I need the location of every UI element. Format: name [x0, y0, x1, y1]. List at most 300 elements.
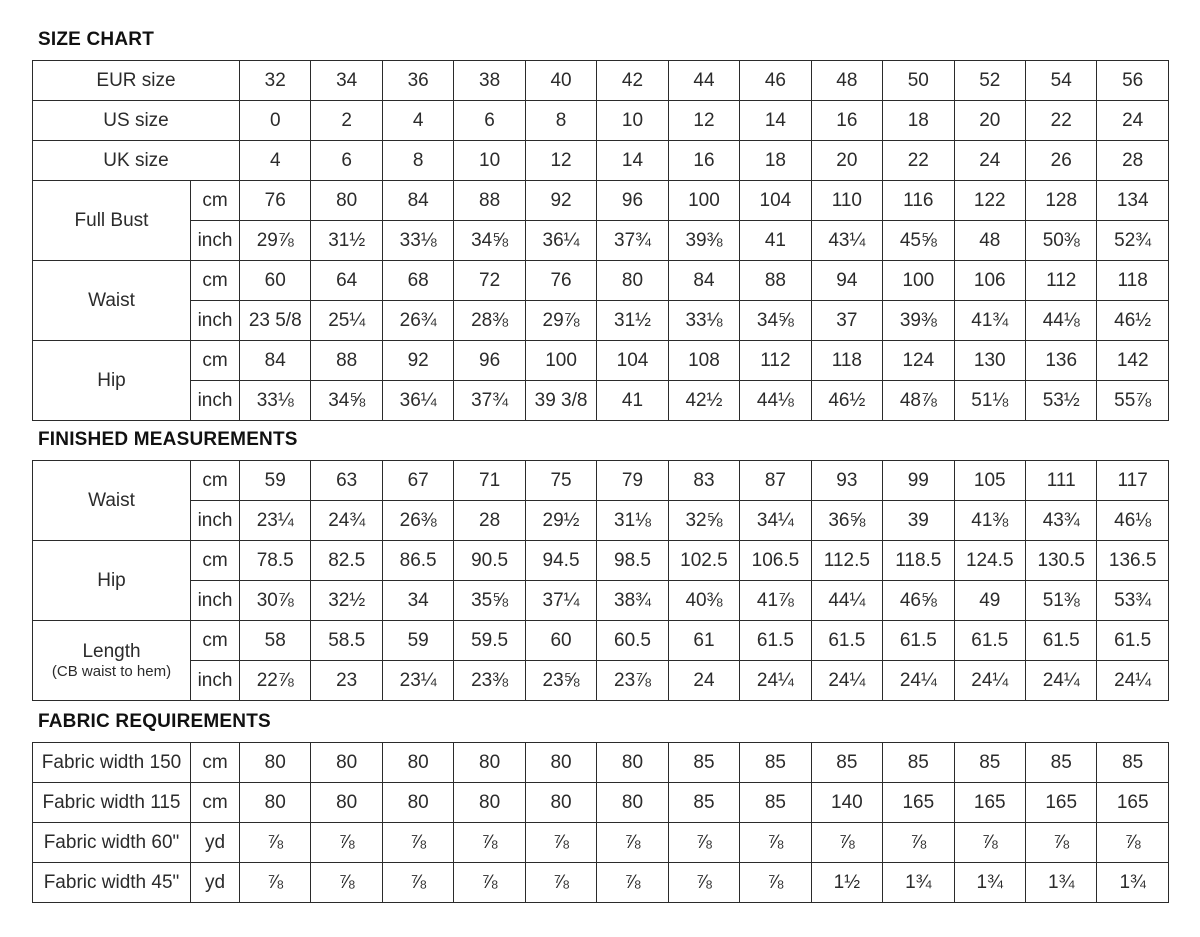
finished-value: 59.5: [454, 621, 525, 661]
fabric-value: ⅞: [240, 863, 311, 903]
finished-value: 112.5: [811, 541, 882, 581]
finished-value: 94.5: [525, 541, 596, 581]
finished-value: 71: [454, 461, 525, 501]
finished-value: 59: [382, 621, 453, 661]
measurement-value: 44⅛: [740, 381, 811, 421]
fabric-value: 80: [311, 743, 382, 783]
measurement-value: 68: [382, 261, 453, 301]
finished-value: 24¾: [311, 501, 382, 541]
finished-value: 41⅞: [740, 581, 811, 621]
fabric-value: 85: [668, 743, 739, 783]
fabric-value: ⅞: [454, 823, 525, 863]
finished-value: 44¼: [811, 581, 882, 621]
fabric-value: ⅞: [668, 863, 739, 903]
fabric-value: 85: [811, 743, 882, 783]
measurement-value: 26¾: [382, 301, 453, 341]
size-value: 54: [1025, 61, 1096, 101]
finished-value: 87: [740, 461, 811, 501]
size-value: 52: [954, 61, 1025, 101]
finished-value: 61.5: [1025, 621, 1096, 661]
finished-value: 31⅛: [597, 501, 668, 541]
measurement-value: 41¾: [954, 301, 1025, 341]
measurement-value: 100: [525, 341, 596, 381]
measurement-value: 76: [240, 181, 311, 221]
unit-label: inch: [191, 301, 240, 341]
fabric-value: 85: [740, 783, 811, 823]
measurement-value: 48⅞: [883, 381, 954, 421]
finished-value: 124.5: [954, 541, 1025, 581]
measurement-value: 53½: [1025, 381, 1096, 421]
finished-value: 28: [454, 501, 525, 541]
measurement-value: 42½: [668, 381, 739, 421]
fabric-value: 1¾: [883, 863, 954, 903]
fabric-value: 80: [240, 783, 311, 823]
unit-label: inch: [191, 501, 240, 541]
measurement-value: 37¾: [597, 221, 668, 261]
unit-label: cm: [191, 181, 240, 221]
size-value: 26: [1025, 141, 1096, 181]
finished-value: 102.5: [668, 541, 739, 581]
size-row-label: US size: [33, 101, 240, 141]
size-value: 32: [240, 61, 311, 101]
finished-label: [33, 541, 191, 621]
measurement-value: 31½: [311, 221, 382, 261]
measurement-value: 118: [1097, 261, 1168, 301]
measurement-value: 72: [454, 261, 525, 301]
measurement-label: Hip: [33, 341, 191, 421]
size-value: 8: [525, 101, 596, 141]
finished-value: 22⅞: [240, 661, 311, 701]
size-value: 22: [883, 141, 954, 181]
size-value: 6: [454, 101, 525, 141]
size-chart-table: [32, 60, 1169, 421]
measurement-value: 112: [740, 341, 811, 381]
finished-label: [33, 461, 191, 541]
measurement-label: Waist: [33, 261, 191, 341]
measurement-value: 130: [954, 341, 1025, 381]
finished-value: 24¼: [954, 661, 1025, 701]
measurement-value: 88: [311, 341, 382, 381]
fabric-value: 85: [1097, 743, 1168, 783]
finished-value: 61.5: [811, 621, 882, 661]
measurement-value: 100: [668, 181, 739, 221]
finished-value: 67: [382, 461, 453, 501]
measurement-value: 37¾: [454, 381, 525, 421]
size-value: 4: [382, 101, 453, 141]
finished-value: 39: [883, 501, 954, 541]
finished-value: 93: [811, 461, 882, 501]
measurement-value: 41: [740, 221, 811, 261]
finished-value: 111: [1025, 461, 1096, 501]
measurement-value: 39⅜: [668, 221, 739, 261]
measurement-value: 29⅞: [525, 301, 596, 341]
measurement-value: 34⅝: [454, 221, 525, 261]
fabric-value: 80: [525, 743, 596, 783]
finished-value: 86.5: [382, 541, 453, 581]
measurement-row: [33, 381, 1169, 421]
finished-row: [33, 581, 1169, 621]
measurement-value: 51⅛: [954, 381, 1025, 421]
finished-measurements-title: FINISHED MEASUREMENTS: [38, 429, 298, 450]
fabric-value: 165: [1025, 783, 1096, 823]
finished-value: 130.5: [1025, 541, 1096, 581]
finished-measurements-table: [32, 460, 1169, 701]
finished-value: 30⅞: [240, 581, 311, 621]
size-value: 10: [597, 101, 668, 141]
measurement-value: 45⅝: [883, 221, 954, 261]
measurement-value: 55⅞: [1097, 381, 1168, 421]
finished-value: 24¼: [883, 661, 954, 701]
fabric-value: ⅞: [454, 863, 525, 903]
fabric-value: 1¾: [954, 863, 1025, 903]
unit-label: cm: [191, 461, 240, 501]
measurement-value: 104: [740, 181, 811, 221]
finished-value: 90.5: [454, 541, 525, 581]
size-value: 48: [811, 61, 882, 101]
measurement-value: 76: [525, 261, 596, 301]
finished-value: 105: [954, 461, 1025, 501]
finished-value: 61.5: [740, 621, 811, 661]
measurement-value: 134: [1097, 181, 1168, 221]
measurement-value: 43¼: [811, 221, 882, 261]
finished-value: 61.5: [1097, 621, 1168, 661]
measurement-value: 106: [954, 261, 1025, 301]
fabric-value: 85: [883, 743, 954, 783]
finished-value: 23⅜: [454, 661, 525, 701]
measurement-value: 108: [668, 341, 739, 381]
fabric-value: 85: [668, 783, 739, 823]
unit-label: inch: [191, 221, 240, 261]
finished-value: 117: [1097, 461, 1168, 501]
size-value: 14: [597, 141, 668, 181]
measurement-value: 110: [811, 181, 882, 221]
fabric-value: ⅞: [597, 823, 668, 863]
measurement-value: 28⅜: [454, 301, 525, 341]
unit-label: cm: [191, 341, 240, 381]
size-row: [33, 141, 1169, 181]
fabric-width-label: Fabric width 60": [33, 823, 191, 863]
fabric-width-label: Fabric width 45": [33, 863, 191, 903]
finished-label-text: Waist: [88, 489, 135, 511]
measurement-row: [33, 221, 1169, 261]
finished-value: 61.5: [883, 621, 954, 661]
fabric-width-label: Fabric width 150: [33, 743, 191, 783]
finished-value: 35⅝: [454, 581, 525, 621]
size-row-label: UK size: [33, 141, 240, 181]
measurement-value: 88: [454, 181, 525, 221]
measurement-value: 36¼: [525, 221, 596, 261]
finished-sublabel-text: (CB waist to hem): [51, 663, 172, 680]
fabric-value: 85: [740, 743, 811, 783]
fabric-value: ⅞: [1025, 823, 1096, 863]
finished-row: [33, 541, 1169, 581]
measurement-value: 34⅝: [740, 301, 811, 341]
finished-value: 34: [382, 581, 453, 621]
finished-value: 61: [668, 621, 739, 661]
size-value: 16: [668, 141, 739, 181]
size-row-label: EUR size: [33, 61, 240, 101]
measurement-value: 116: [883, 181, 954, 221]
fabric-value: ⅞: [525, 823, 596, 863]
finished-value: 24: [668, 661, 739, 701]
finished-value: 37¼: [525, 581, 596, 621]
measurement-value: 80: [311, 181, 382, 221]
fabric-value: 80: [454, 743, 525, 783]
size-value: 40: [525, 61, 596, 101]
measurement-value: 88: [740, 261, 811, 301]
fabric-value: 80: [525, 783, 596, 823]
finished-label: [33, 621, 191, 701]
finished-label-text: Length: [82, 641, 141, 662]
measurement-value: 80: [597, 261, 668, 301]
measurement-value: 96: [597, 181, 668, 221]
fabric-value: 80: [597, 783, 668, 823]
size-row: [33, 61, 1169, 101]
measurement-value: 29⅞: [240, 221, 311, 261]
size-value: 18: [883, 101, 954, 141]
finished-row: [33, 621, 1169, 661]
finished-value: 23⅞: [597, 661, 668, 701]
measurement-value: 46½: [811, 381, 882, 421]
unit-label: cm: [191, 783, 240, 823]
size-value: 18: [740, 141, 811, 181]
fabric-value: ⅞: [525, 863, 596, 903]
measurement-value: 94: [811, 261, 882, 301]
finished-value: 24¼: [1025, 661, 1096, 701]
finished-value: 78.5: [240, 541, 311, 581]
finished-value: 24¼: [740, 661, 811, 701]
size-value: 28: [1097, 141, 1168, 181]
finished-value: 43¾: [1025, 501, 1096, 541]
finished-value: 75: [525, 461, 596, 501]
measurement-value: 25¼: [311, 301, 382, 341]
measurement-value: 33⅛: [240, 381, 311, 421]
unit-label: inch: [191, 661, 240, 701]
fabric-value: 1¾: [1025, 863, 1096, 903]
measurement-value: 46½: [1097, 301, 1168, 341]
measurement-value: 104: [597, 341, 668, 381]
fabric-value: ⅞: [668, 823, 739, 863]
size-value: 12: [668, 101, 739, 141]
fabric-value: ⅞: [597, 863, 668, 903]
finished-value: 60.5: [597, 621, 668, 661]
size-value: 44: [668, 61, 739, 101]
measurement-value: 36¼: [382, 381, 453, 421]
fabric-value: ⅞: [954, 823, 1025, 863]
finished-value: 49: [954, 581, 1025, 621]
size-value: 16: [811, 101, 882, 141]
fabric-row: [33, 823, 1169, 863]
unit-label: cm: [191, 541, 240, 581]
size-value: 0: [240, 101, 311, 141]
fabric-width-label: Fabric width 115: [33, 783, 191, 823]
finished-value: 59: [240, 461, 311, 501]
finished-value: 58.5: [311, 621, 382, 661]
measurement-value: 92: [525, 181, 596, 221]
fabric-value: 1½: [811, 863, 882, 903]
measurement-value: 100: [883, 261, 954, 301]
measurement-value: 33⅛: [382, 221, 453, 261]
finished-value: 36⅝: [811, 501, 882, 541]
size-value: 6: [311, 141, 382, 181]
size-value: 46: [740, 61, 811, 101]
finished-row: [33, 461, 1169, 501]
measurement-value: 124: [883, 341, 954, 381]
measurement-value: 50⅜: [1025, 221, 1096, 261]
measurement-value: 41: [597, 381, 668, 421]
finished-value: 53¾: [1097, 581, 1168, 621]
size-value: 10: [454, 141, 525, 181]
finished-row: [33, 661, 1169, 701]
finished-value: 41⅜: [954, 501, 1025, 541]
finished-value: 38¾: [597, 581, 668, 621]
measurement-value: 44⅛: [1025, 301, 1096, 341]
measurement-value: 136: [1025, 341, 1096, 381]
measurement-value: 142: [1097, 341, 1168, 381]
unit-label: inch: [191, 381, 240, 421]
measurement-value: 64: [311, 261, 382, 301]
fabric-value: ⅞: [740, 863, 811, 903]
finished-value: 118.5: [883, 541, 954, 581]
size-value: 50: [883, 61, 954, 101]
size-value: 56: [1097, 61, 1168, 101]
size-value: 24: [1097, 101, 1168, 141]
size-value: 8: [382, 141, 453, 181]
unit-label: inch: [191, 581, 240, 621]
fabric-requirements-table: [32, 742, 1169, 903]
fabric-value: 165: [1097, 783, 1168, 823]
size-value: 12: [525, 141, 596, 181]
fabric-row: [33, 743, 1169, 783]
fabric-requirements-title: FABRIC REQUIREMENTS: [38, 711, 271, 732]
measurement-value: 34⅝: [311, 381, 382, 421]
measurement-row: [33, 301, 1169, 341]
measurement-row: [33, 181, 1169, 221]
size-value: 34: [311, 61, 382, 101]
unit-label: cm: [191, 261, 240, 301]
size-value: 20: [811, 141, 882, 181]
fabric-row: [33, 783, 1169, 823]
size-chart-title: SIZE CHART: [38, 29, 154, 50]
finished-value: 83: [668, 461, 739, 501]
finished-value: 82.5: [311, 541, 382, 581]
finished-value: 63: [311, 461, 382, 501]
finished-value: 58: [240, 621, 311, 661]
measurement-value: 33⅛: [668, 301, 739, 341]
finished-value: 136.5: [1097, 541, 1168, 581]
fabric-value: ⅞: [311, 863, 382, 903]
finished-value: 23¼: [382, 661, 453, 701]
measurement-value: 92: [382, 341, 453, 381]
measurement-value: 60: [240, 261, 311, 301]
finished-value: 23¼: [240, 501, 311, 541]
finished-value: 61.5: [954, 621, 1025, 661]
fabric-value: 80: [311, 783, 382, 823]
finished-row: [33, 501, 1169, 541]
measurement-value: 39 3/8: [525, 381, 596, 421]
fabric-value: 80: [597, 743, 668, 783]
fabric-value: 80: [382, 743, 453, 783]
fabric-value: 85: [954, 743, 1025, 783]
unit-label: yd: [191, 863, 240, 903]
measurement-value: 118: [811, 341, 882, 381]
fabric-value: 80: [240, 743, 311, 783]
finished-value: 32½: [311, 581, 382, 621]
fabric-value: ⅞: [740, 823, 811, 863]
finished-value: 46⅝: [883, 581, 954, 621]
size-value: 14: [740, 101, 811, 141]
unit-label: yd: [191, 823, 240, 863]
finished-value: 23: [311, 661, 382, 701]
finished-value: 23⅝: [525, 661, 596, 701]
measurement-value: 84: [668, 261, 739, 301]
finished-value: 51⅜: [1025, 581, 1096, 621]
fabric-value: 140: [811, 783, 882, 823]
finished-value: 60: [525, 621, 596, 661]
fabric-value: ⅞: [240, 823, 311, 863]
measurement-label: Full Bust: [33, 181, 191, 261]
measurement-value: 31½: [597, 301, 668, 341]
finished-label-text: Hip: [97, 569, 126, 591]
fabric-value: 165: [883, 783, 954, 823]
size-value: 38: [454, 61, 525, 101]
measurement-value: 39⅜: [883, 301, 954, 341]
measurement-value: 128: [1025, 181, 1096, 221]
measurement-row: [33, 341, 1169, 381]
measurement-value: 112: [1025, 261, 1096, 301]
size-row: [33, 101, 1169, 141]
fabric-value: ⅞: [382, 863, 453, 903]
size-value: 24: [954, 141, 1025, 181]
measurement-value: 23 5/8: [240, 301, 311, 341]
fabric-value: ⅞: [382, 823, 453, 863]
size-value: 4: [240, 141, 311, 181]
finished-value: 34¼: [740, 501, 811, 541]
fabric-value: ⅞: [883, 823, 954, 863]
finished-value: 24¼: [1097, 661, 1168, 701]
finished-value: 26⅜: [382, 501, 453, 541]
measurement-value: 84: [382, 181, 453, 221]
finished-value: 98.5: [597, 541, 668, 581]
fabric-row: [33, 863, 1169, 903]
fabric-value: 165: [954, 783, 1025, 823]
fabric-value: 80: [454, 783, 525, 823]
unit-label: cm: [191, 743, 240, 783]
fabric-value: 80: [382, 783, 453, 823]
size-value: 20: [954, 101, 1025, 141]
size-value: 2: [311, 101, 382, 141]
size-value: 36: [382, 61, 453, 101]
measurement-value: 96: [454, 341, 525, 381]
measurement-value: 122: [954, 181, 1025, 221]
finished-value: 106.5: [740, 541, 811, 581]
size-value: 42: [597, 61, 668, 101]
fabric-value: 1¾: [1097, 863, 1168, 903]
fabric-value: ⅞: [311, 823, 382, 863]
measurement-value: 52¾: [1097, 221, 1168, 261]
fabric-value: ⅞: [1097, 823, 1168, 863]
fabric-value: ⅞: [811, 823, 882, 863]
finished-value: 79: [597, 461, 668, 501]
finished-value: 32⅝: [668, 501, 739, 541]
measurement-row: [33, 261, 1169, 301]
size-value: 22: [1025, 101, 1096, 141]
measurement-value: 84: [240, 341, 311, 381]
finished-value: 99: [883, 461, 954, 501]
finished-value: 29½: [525, 501, 596, 541]
finished-value: 24¼: [811, 661, 882, 701]
finished-value: 40⅜: [668, 581, 739, 621]
